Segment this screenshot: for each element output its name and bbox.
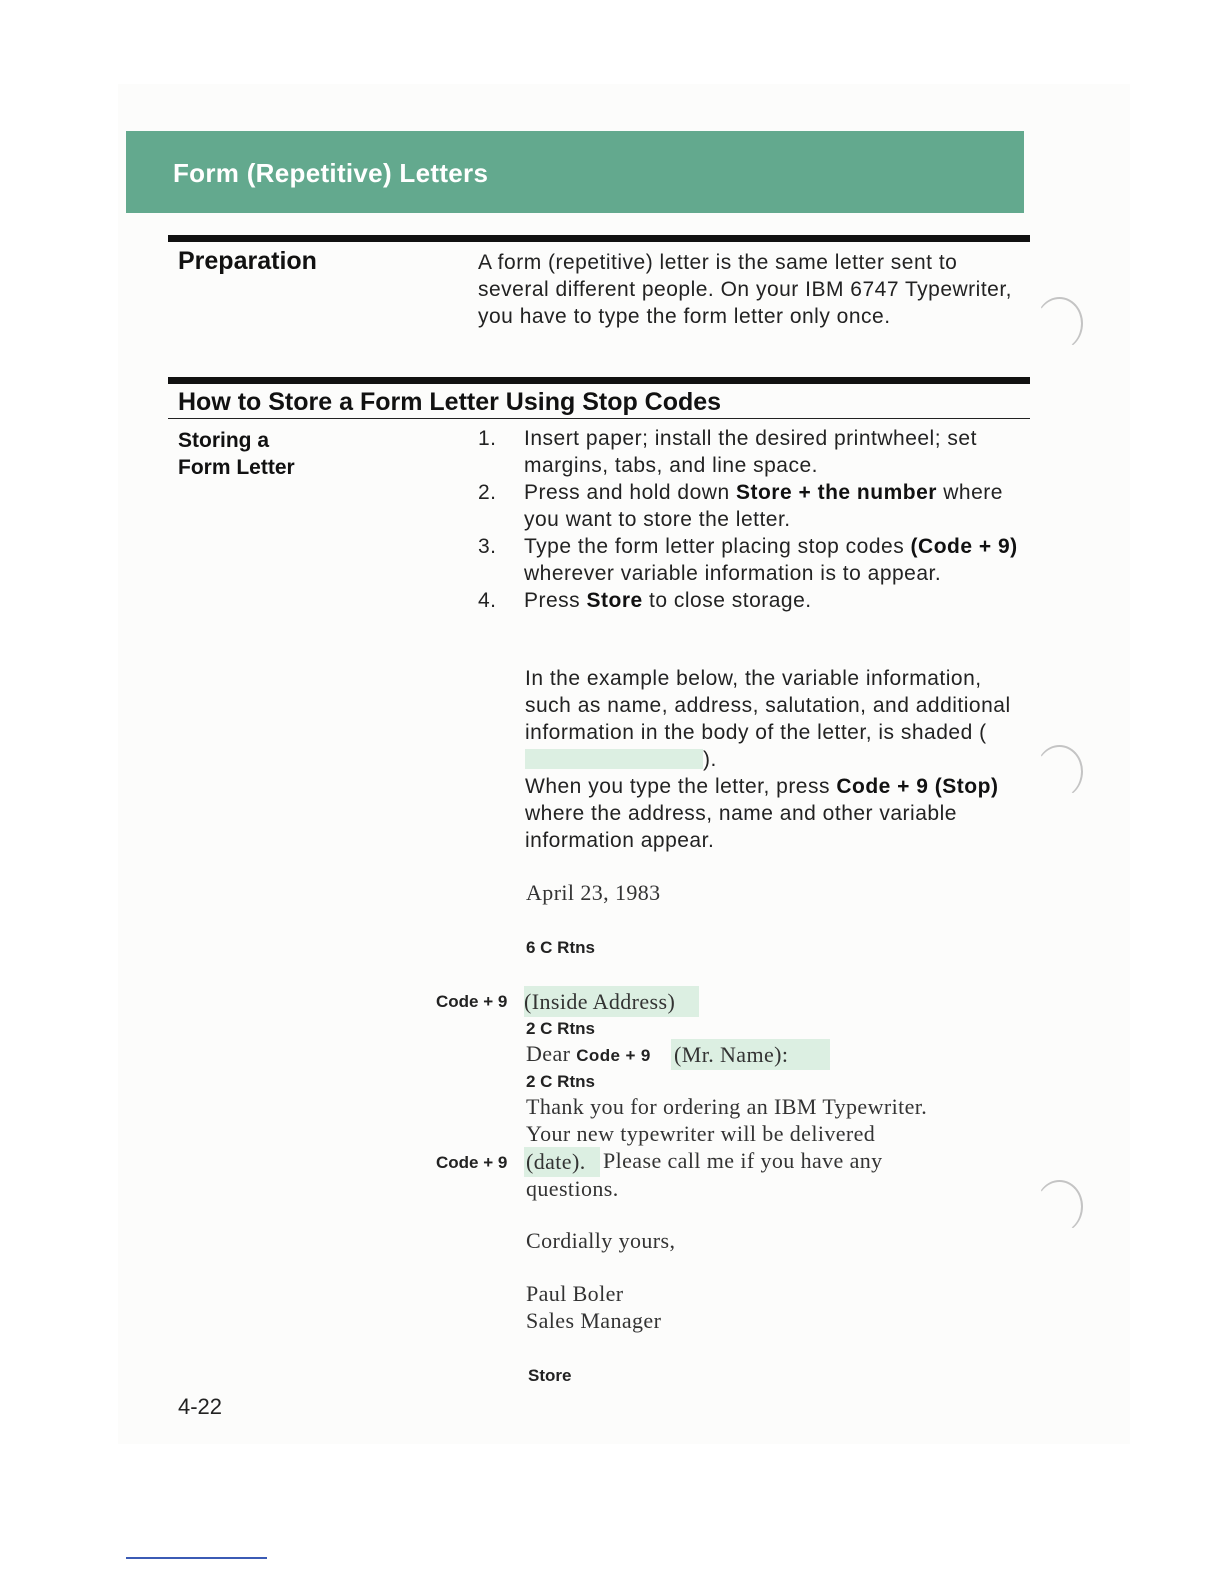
binder-hole-icon (1036, 745, 1083, 798)
key-name: Store (586, 589, 643, 612)
step-text: Press and hold down (524, 481, 736, 504)
letter-closing: Cordially yours, (526, 1228, 676, 1253)
subheading-line: Form Letter (178, 456, 295, 479)
bottom-divider (126, 1557, 267, 1559)
stop-code-label: Code + 9 (436, 1153, 508, 1172)
signer-name: Paul Boler (526, 1281, 624, 1306)
field-text: (Inside Address) (524, 989, 676, 1014)
step-number: 2. (478, 481, 497, 504)
step-number: 3. (478, 535, 497, 558)
carrier-returns-note: 2 C Rtns (526, 1019, 595, 1038)
step-text: Insert paper; install the desired printwheel; set margins, tabs, and line space. (524, 427, 977, 477)
key-name: (Stop) (934, 775, 999, 798)
preparation-heading: Preparation (178, 247, 317, 275)
step-number: 4. (478, 589, 497, 612)
step-text: wherever variable information is to appear. (524, 562, 942, 585)
letter-date: April 23, 1983 (526, 880, 661, 905)
step-text: Press (524, 589, 587, 612)
stop-code-label: Code + 9 (436, 992, 508, 1011)
letter-body-line: questions. (526, 1176, 619, 1201)
step-item (478, 425, 1028, 479)
key-name: Store + the number (735, 481, 937, 504)
key-name: (Code + 9) (910, 535, 1018, 558)
section-rule (168, 377, 1030, 384)
inside-address-field (524, 986, 699, 1017)
step-number: 1. (478, 427, 497, 450)
shade-sample (525, 749, 703, 769)
salutation-text: Dear (526, 1041, 571, 1066)
preparation-text: A form (repetitive) letter is the same letter sent to several different people. On your IBM 6747 Typewriter, you have to type the form letter only once. (478, 251, 1013, 328)
explanation-paragraph (525, 665, 1025, 854)
section-banner (126, 131, 1024, 213)
step-text: Type the form letter placing stop codes (524, 535, 911, 558)
store-section-heading: How to Store a Form Letter Using Stop Codes (178, 388, 722, 416)
signer-title: Sales Manager (526, 1308, 662, 1333)
step-item (478, 587, 1028, 614)
step-item (478, 479, 1028, 533)
carrier-returns-note: 6 C Rtns (526, 938, 595, 957)
step-text: to close storage. (642, 589, 812, 612)
subheading-line: Storing a (178, 429, 270, 452)
banner-title: Form (Repetitive) Letters (173, 158, 489, 188)
stop-code-label: Code + 9 (576, 1046, 651, 1065)
page-number: 4-22 (178, 1394, 223, 1419)
explanation-text: where the address, name and other variable information appear. (525, 802, 957, 852)
carrier-returns-note: 2 C Rtns (526, 1072, 595, 1091)
steps-list (478, 425, 1028, 614)
storing-subheading (178, 427, 295, 481)
field-text: (date). (526, 1149, 586, 1174)
key-name: Code + 9 (836, 775, 929, 798)
field-text: (Mr. Name): (674, 1042, 789, 1067)
date-field (524, 1147, 600, 1177)
letter-body-line: Please call me if you have any (603, 1148, 883, 1173)
explanation-text: When you type the letter, press (525, 775, 837, 798)
name-field (671, 1039, 830, 1070)
explanation-text: ). (703, 748, 717, 771)
step-item (478, 533, 1028, 587)
letter-body-line: Thank you for ordering an IBM Typewriter. (526, 1094, 928, 1119)
letter-body-line: Your new typewriter will be delivered (526, 1121, 876, 1146)
heading-underline (168, 418, 1030, 419)
section-rule (168, 235, 1030, 242)
explanation-text: In the example below, the variable information, such as name, address, salutation, and additional information in the body of the letter, is shaded ( (525, 667, 1011, 744)
binder-hole-icon (1036, 1180, 1083, 1233)
salutation-line (526, 1041, 651, 1067)
binder-hole-icon (1036, 297, 1083, 350)
step-text: where you want to store the letter. (524, 481, 1003, 531)
store-key-note: Store (528, 1366, 572, 1385)
